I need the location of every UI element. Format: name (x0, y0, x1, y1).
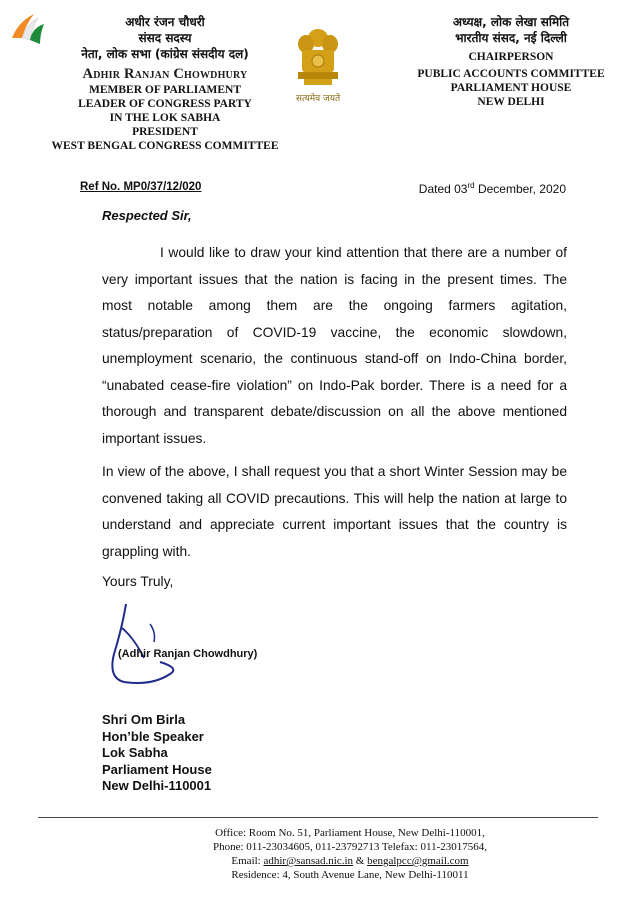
sender-line: WEST BENGAL CONGRESS COMMITTEE (51, 140, 279, 152)
addressee-block (102, 712, 212, 795)
addressee-line: Lok Sabha (102, 745, 168, 760)
committee-header (408, 14, 614, 109)
sender-hindi-name: अधीर रंजन चौधरी (125, 15, 205, 29)
signature-scribble-icon (100, 598, 266, 690)
reference-number: Ref No. MP0/37/12/020 (80, 181, 202, 193)
footer-contact (140, 826, 560, 882)
ref-date-row (80, 181, 566, 199)
sender-hindi-party: नेता, लोक सभा (कांग्रेस संसदीय दल) (81, 47, 249, 61)
footer-phone: Phone: 011-23034605, 011-23792713 Telefax: 011-23017564, (213, 841, 487, 853)
sender-english-name: Adhir Ranjan Chowdhury (82, 66, 248, 82)
email-link-1[interactable]: adhir@sansad.nic.in (263, 855, 354, 867)
committee-hindi-place: भारतीय संसद, नई दिल्ली (455, 31, 567, 45)
national-emblem (286, 24, 350, 112)
footer-office: Office: Room No. 51, Parliament House, New Delhi-110001, (215, 827, 485, 839)
sender-line: IN THE LOK SABHA (109, 112, 221, 124)
addressee-line: Hon’ble Speaker (102, 728, 204, 744)
committee-hindi-title: अध्यक्ष, लोक लेखा समिति (452, 15, 570, 29)
signature (100, 598, 266, 690)
addressee-line: Shri Om Birla (102, 712, 186, 727)
email-link-2[interactable]: bengalpcc@gmail.com (367, 855, 469, 867)
body-paragraph-2: In view of the above, I shall request you that a short Winter Session may be convened taking all COVID precautions. This will help the nation at large to understand and appreciate current important issues that the country is grappling with. (102, 464, 567, 559)
committee-line: NEW DELHI (477, 96, 545, 108)
committee-line: PARLIAMENT HOUSE (450, 82, 572, 94)
salutation: Respected Sir, (102, 208, 192, 223)
committee-line: PUBLIC ACCOUNTS COMMITTEE (417, 68, 605, 80)
signature-name: (Adhir Ranjan Chowdhury) (118, 648, 258, 660)
footer-residence: Residence: 4, South Avenue Lane, New Delhi-110011 (231, 869, 469, 881)
footer-divider (38, 817, 598, 818)
sender-hindi-role: संसद सदस्य (138, 31, 192, 45)
body-paragraph-1: I would like to draw your kind attention that there are a number of very important issues that the nation is facing in the present times. The most notable among them are the ongoing farmers agitation, status/preparation of COVID-19 vaccine, the economic slowdown, unemployment scenario, the continuous stand-off on Indo-China border, “unabated cease-fire violation” on Indo-Pak border. There is a need for a thorough and transparent debate/discussion on all the above mentioned important issues. (102, 245, 567, 446)
addressee-line: Parliament House (102, 761, 212, 777)
emblem-motto: सत्यमेव जयते (295, 94, 341, 104)
addressee-line: New Delhi-110001 (102, 778, 212, 793)
letter-date: Dated 03rd December, 2020 (418, 181, 566, 196)
sender-line: LEADER OF CONGRESS PARTY (78, 98, 252, 110)
emblem-icon (286, 24, 350, 112)
sender-line: PRESIDENT (132, 126, 198, 138)
sender-header (40, 14, 290, 153)
footer-email-line: Email: adhir@sansad.nic.in & bengalpcc@gmail.com (231, 855, 469, 867)
closing: Yours Truly, (102, 574, 174, 589)
sender-line: MEMBER OF PARLIAMENT (88, 84, 242, 96)
committee-line: CHAIRPERSON (468, 51, 554, 63)
